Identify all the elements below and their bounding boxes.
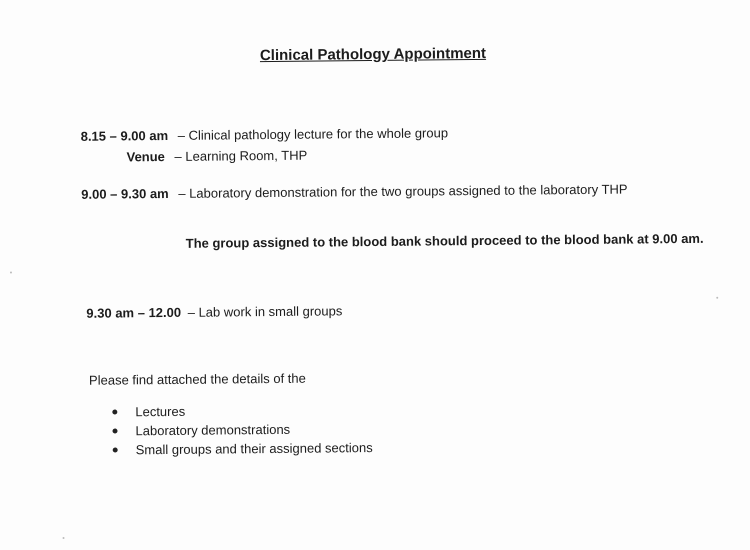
schedule-venue <box>79 148 307 165</box>
schedule-item-lecture <box>81 125 449 144</box>
list-item-label: Lectures <box>135 403 186 420</box>
list-item <box>112 440 373 462</box>
list-item-label: Small groups and their assigned sections <box>135 440 373 458</box>
list-item <box>111 421 372 443</box>
scan-speck <box>63 537 65 539</box>
schedule-item-lab-work <box>86 303 342 320</box>
schedule-description: – Lab work in small groups <box>187 303 343 320</box>
schedule-item-demonstration <box>81 182 627 202</box>
bullet-icon <box>112 409 117 414</box>
attachments-list <box>111 402 373 462</box>
schedule-description: – Clinical pathology lecture for the whole group <box>177 125 449 143</box>
list-item <box>111 402 372 424</box>
attachments-intro: Please find attached the details of the <box>88 370 306 388</box>
schedule-time: 9.30 am – 12.00 <box>86 304 182 321</box>
list-item-label: Laboratory demonstrations <box>135 421 291 439</box>
schedule-time: 8.15 – 9.00 am <box>80 127 169 144</box>
bullet-icon <box>113 447 118 452</box>
venue-value: – Learning Room, THP <box>174 147 308 164</box>
bullet-icon <box>112 428 117 433</box>
schedule-description: – Laboratory demonstration for the two groups assigned to the laboratory THP <box>178 181 628 201</box>
bleed-through-watermark <box>197 6 577 40</box>
scan-speck <box>10 271 12 273</box>
page-title: Clinical Pathology Appointment <box>259 44 487 65</box>
schedule-time: 9.00 – 9.30 am <box>81 185 169 202</box>
blood-bank-notice: The group assigned to the blood bank should proceed to the blood bank at 9.00 am. <box>185 230 704 251</box>
scan-speck <box>716 297 718 299</box>
venue-label: Venue <box>126 149 165 165</box>
